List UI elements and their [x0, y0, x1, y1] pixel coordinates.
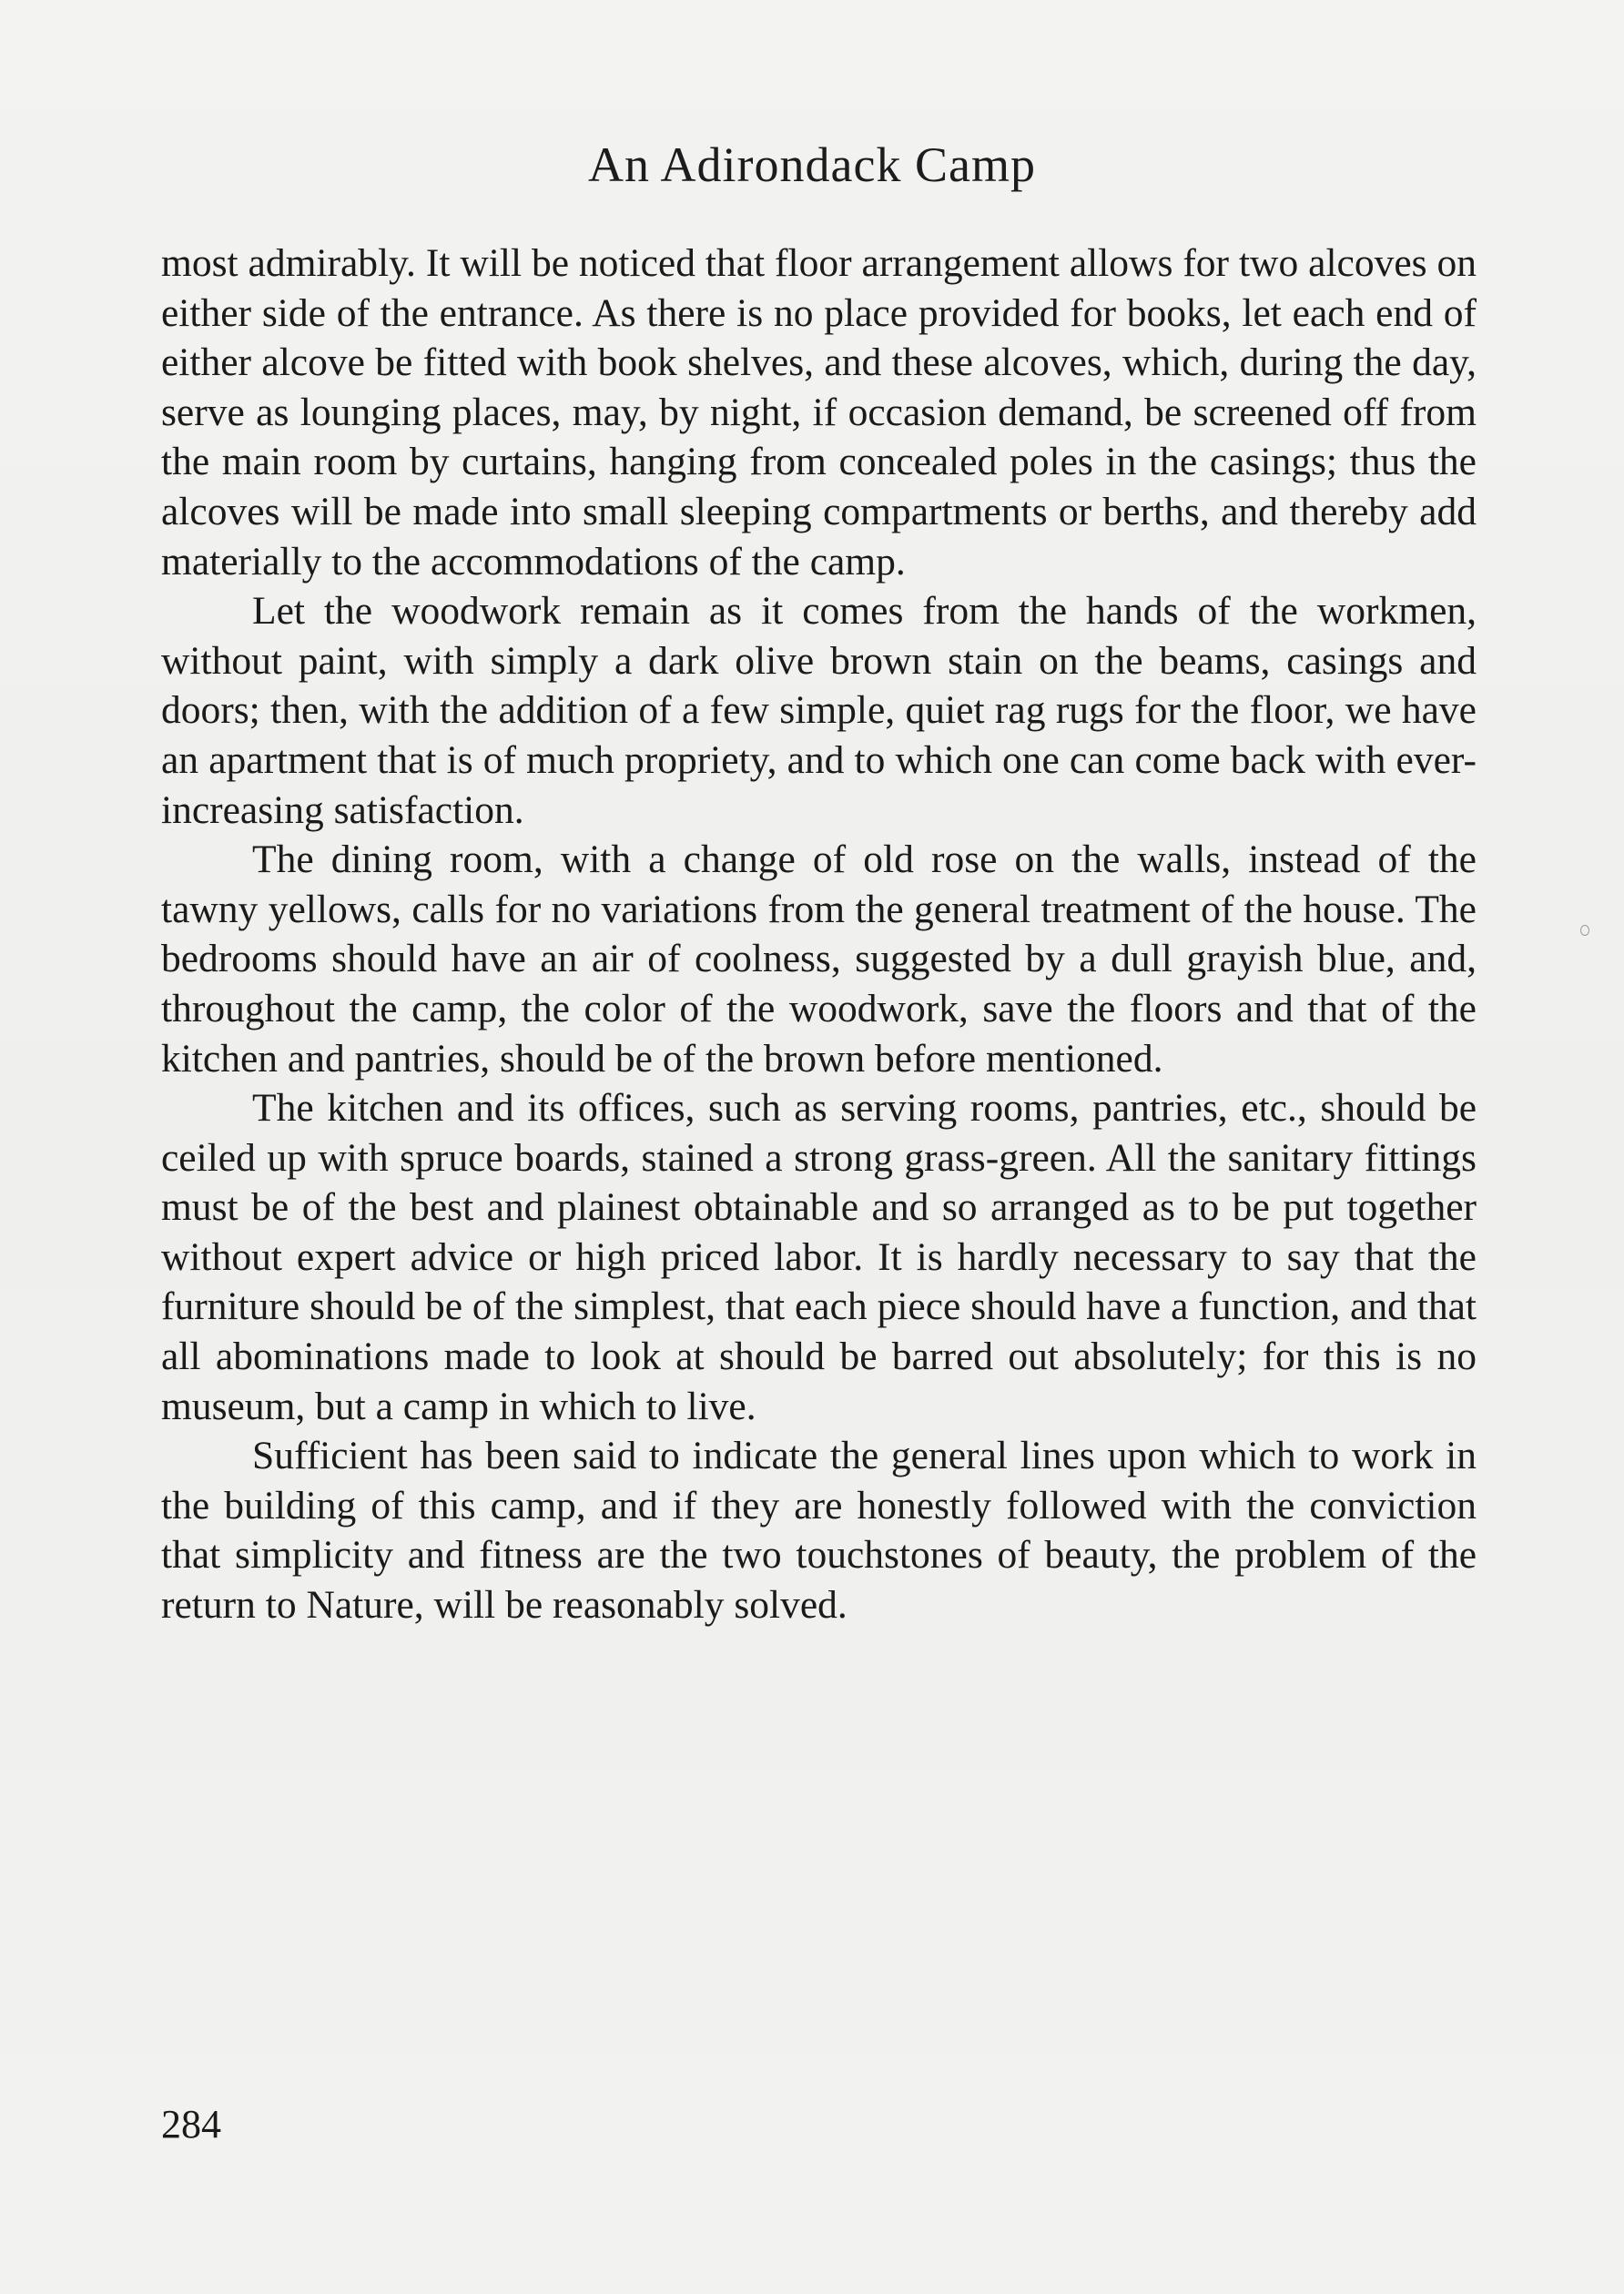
page-number: 284 — [161, 2102, 221, 2147]
paper-speck-mark — [1580, 925, 1589, 936]
body-text — [161, 239, 1477, 1630]
paragraph-3: The dining room, with a change of old rose on the walls, instead of the tawny yellows, calls for no variations from the general treatment of the house. The bedrooms should have an air of coolness, suggested by a dull grayish blue, and, throughout the camp, the color of the woodwork, save the floors and that of the kitchen and pantries, should be of the brown before mentioned. — [161, 837, 1477, 1081]
paragraph-4: The kitchen and its offices, such as serving rooms, pantries, etc., should be ceiled up with spruce boards, stained a strong grass-green. All the sanitary fittings must be of the best and plainest obtainable and so arranged as to be put together without expert advice or high priced labor. It is hardly necessary to say that the furniture should be of the simplest, that each piece should have a function, and that all abominations made to look at should be barred out absolutely; for this is no museum, but a camp in which to live. — [161, 1086, 1477, 1428]
paragraph-2: Let the woodwork remain as it comes from the hands of the workmen, without paint, with simply a dark olive brown stain on the beams, casings and doors; then, with the addition of a few simple, quiet rag rugs for the floor, we have an apartment that is of much propriety, and to which one can come back with ever-increasing satisfaction. — [161, 589, 1477, 832]
running-head: An Adirondack Camp — [588, 137, 1036, 192]
paragraph-1: most admirably. It will be noticed that floor arrangement allows for two alcoves on either side of the entrance. As there is no place provided for books, let each end of either alcove be fitted with book shelves, and these alcoves, which, during the day, serve as lounging places, may, by night, if occasion demand, be screened off from the main room by curtains, hanging from concealed poles in the casings; thus the alcoves will be made into small sleeping compartments or berths, and thereby add materially to the accommodations of the camp. — [161, 241, 1477, 584]
paragraph-5: Sufficient has been said to indicate the general lines upon which to work in the building of this camp, and if they are honestly followed with the conviction that simplicity and fitness are the two touchstones of beauty, the problem of the return to Nature, will be reasonably solved. — [161, 1434, 1477, 1628]
